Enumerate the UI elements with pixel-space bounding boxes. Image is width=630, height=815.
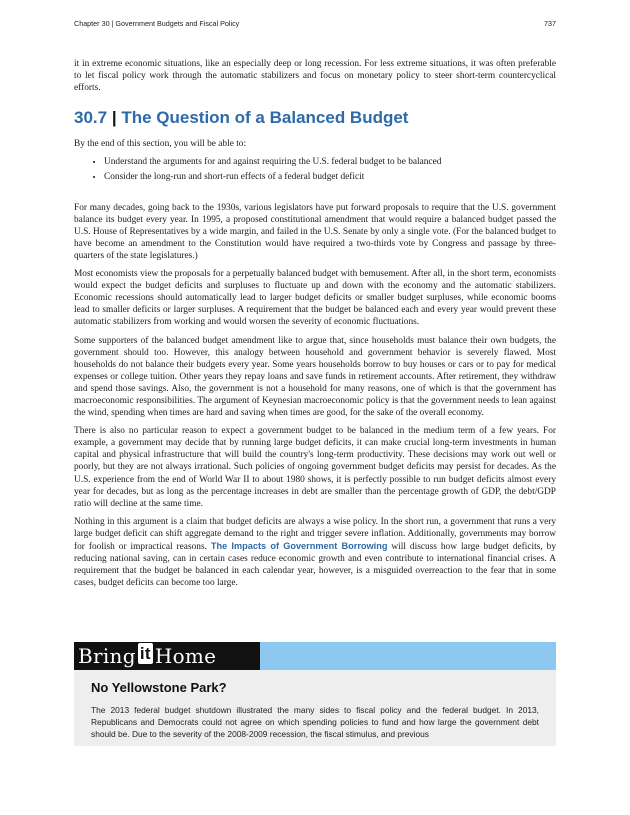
page-header [74,19,556,28]
brand-word-bring: Bring [78,644,136,668]
page-number: 737 [544,19,556,28]
body-paragraph: There is also no particular reason to expect a government budget to be balanced in the medium term of a few years. For example, a government may decide that by running large budget deficits, it can make crucial long-term investments in human capital and physical infrastructure that will build the country's long-term productivity. These decisions may work out well or poorly, but they are not always irrational. Such policies of ongoing government budget deficits may persist for decades. As the U.S. experience from the end of World War II to about 1980 shows, it is perfectly possible to run budget deficits almost every year for decades, but as long as the percentage increases in debt are smaller than the percentage growth of GDP, the debt/GDP ratio will decline at the same time. [74,426,556,509]
paragraph-text: Nothing in this argument is a claim that budget deficits are always a wise policy. In the short run, a government that runs a very large budget deficit can shift aggregate demand to the right and trigger severe inflation. Additionally, governments may borrow for foolish or impractical reasons. [74,516,556,552]
chapter-title: Chapter 30 | Government Budgets and Fiscal Policy [74,19,240,28]
callout-text: The 2013 federal budget shutdown illustrated the many sides to fiscal policy and the federal budget. In 2013, Republicans and Democrats could not agree on which spending policies to fund and how large the government debt should be. Due to the severity of the 2008-2009 recession, the fiscal stimulus, and previous [91,705,539,740]
body-paragraph: Most economists view the proposals for a perpetually balanced budget with bemusement. After all, in the short term, economists would expect the budget deficits and surpluses to fluctuate up and down with the economy and the automatic stabilizers. Economic recessions should automatically lead to larger budget deficits or smaller budget surpluses, while economic booms lead to smaller deficits or larger surpluses. A requirement that the budget be balanced each and every year would prevent these automatic stabilizers from working and would worsen the severity of economic fluctuations. [74,269,556,328]
bring-it-home-callout [74,642,556,746]
intro-paragraph: it in extreme economic situations, like an especially deep or long recession. For less extreme situations, it was often preferable to let fiscal policy work through the automatic stabilizers and focus on monetary policy to steer short-term countercyclical efforts. [74,59,556,94]
brand-word-it: it [139,643,151,663]
callout-banner [74,642,556,670]
callout-title: No Yellowstone Park? [91,680,227,695]
objectives-list [74,156,556,183]
objectives-intro: By the end of this section, you will be able to: [74,139,247,150]
paragraph-text: will discuss how large budget deficits, by reducing national saving, can in certain cases reduce economic growth and even contribute to international financial crises. A requirement that the budget be balanced in each calendar year, however, is a misguided overreaction to the fear that in some cases, budget deficits can become too large. [74,542,556,589]
body-paragraph: For many decades, going back to the 1930s, various legislators have put forward proposals to require that the U.S. government balance its budget every year. In 1995, a proposed constitutional amendment that would require a balanced budget passed the U.S. House of Representatives by a wide margin, and failed in the U.S. Senate by only a single vote. (For the balanced budget to have become an amendment to the Constitution would have required a two-thirds vote by Congress and passage by three-quarters of the state legislatures.) [74,202,556,261]
page-content [74,58,556,595]
section-separator: | [111,108,117,128]
brand-word-home: Home [154,644,217,668]
impacts-of-borrowing-link[interactable]: The Impacts of Government Borrowing [210,541,388,551]
section-title: The Question of a Balanced Budget [121,108,409,128]
body-paragraph: Some supporters of the balanced budget amendment like to argue that, since households must balance their own budgets, the government should too. However, this analogy between household and government behavior is severely flawed. Most households do not balance their budgets every year. Some years households borrow to buy houses or cars or to pay for medical expenses or college tuition. Other years they repay loans and save funds in retirement accounts. After retirement, they withdraw and spend those savings. Also, the government is not a household for many reasons, one of which is that the government has macroeconomic responsibilities. The argument of Keynesian macroeconomic policy is that the government needs to lean against the wind, spending when times are hard and saving when times are good, for the sake of the overall economy. [74,335,556,419]
bring-it-home-logo [74,642,260,670]
objective-item: • Understand the arguments for and against requiring the U.S. federal budget to be balanced [104,156,556,168]
section-number: 30.7 [74,108,108,128]
objective-item: • Consider the long-run and short-run effects of a federal budget deficit [104,171,556,183]
section-heading [74,108,556,128]
body-paragraph [74,516,556,590]
